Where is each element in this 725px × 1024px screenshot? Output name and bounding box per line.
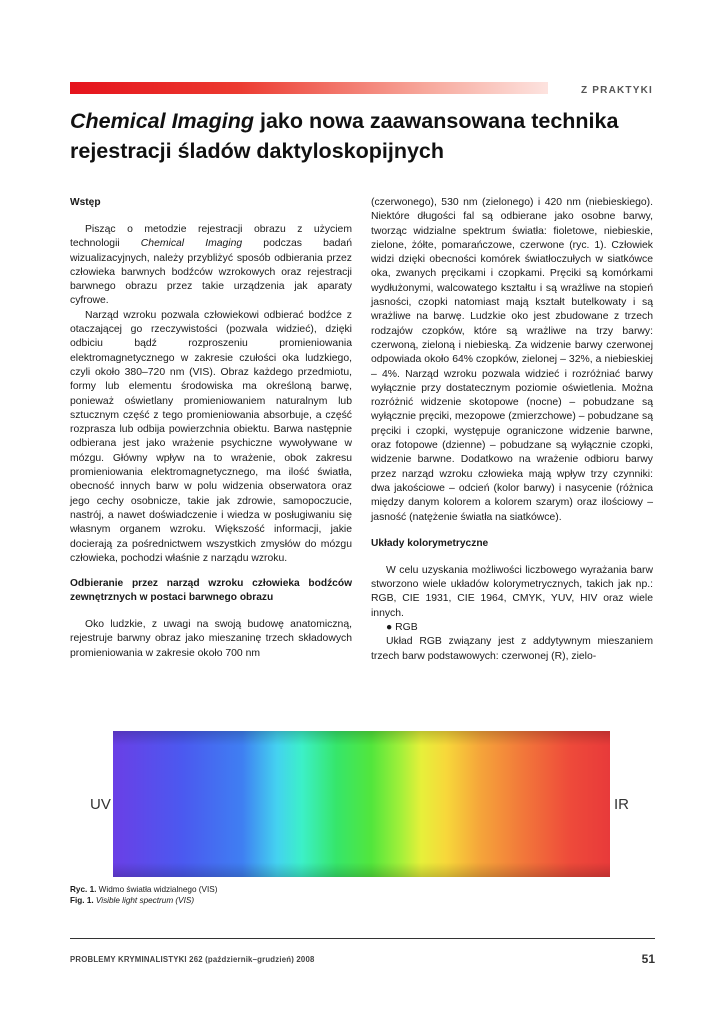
header-accent-bar xyxy=(70,82,548,94)
uv-label: UV xyxy=(90,796,111,813)
paragraph-4-continued: (czerwonego), 530 nm (zielonego) i 420 nm (niebieskiego). Niektóre długości fal są odbierane jako osobne barwy, tworząc widzialne spektrum światła: fioletowe, niebieskie, zielone, żółte, pomarańczowe, czerwone (ryc. 1). Człowiek widzi dzięki obecności komórek światłoczułych w siatkówce oka, zwanych pręcikami i czopkami. Pręciki są komórkami wydłużonymi, walcowatego kształtu i są wrażliwe na stopień jasności, czopki natomiast mają kształt butelkowaty i są wrażliwe na barwę. Ludzkie oko jest zbudowane z trzech rodzajów czopków, które są wrażliwe na trzy barwy: czerwoną, zieloną i niebieską. Za widzenie barwy czerwonej odpowiada około 64% czopków, zielonej – 32%, a niebieskiej – 4%. Narząd wzroku pozwala widzieć i rozróżniać barwy wyłącznie przy dostatecznym poziomie oświetlenia. Można rozróżnić widzenie skotopowe (nocne) – pobudzane są wyłącznie pręciki, mezopowe (zmierzchowe) – pobudzane są pręciki i czopki, występuje ograniczone widzenie barwne, oraz fotopowe (dzienne) – pobudzane są wyłącznie czopki, widzenie barwne. Dodatkowo na wrażenie odbioru barwy przez narząd wzroku człowieka mają wpływ trzy czynniki: dwa jakościowe – odcień (kolor barwy) i nasycenie (różnica między danym kolorem a kolorem szarym) oraz ilościowy – jasność (natężenie światła na siatkówce). xyxy=(371,197,653,523)
article-title-rest: jako nowa zaawansowana technika rejestracji śladów daktyloskopijnych xyxy=(70,109,619,163)
caption-pl-text: Widmo światła widzialnego (VIS) xyxy=(96,885,218,894)
paragraph-6: Układ RGB związany jest z addytywnym mieszaniem trzech barw podstawowych: czerwonej (R), zielo- xyxy=(371,636,653,662)
figure-caption xyxy=(70,884,217,906)
ir-label: IR xyxy=(614,796,629,813)
left-column xyxy=(70,196,352,661)
article-title-italic: Chemical Imaging xyxy=(70,109,254,133)
paragraph-1-part-b: podczas badań wizualizacyjnych, należy przybliżyć sposób odbierania przez człowieka barwnych bodźców wzrokowych oraz rejestracji barwnego obrazu przez takie urządzenia jak aparaty cyfrowe. xyxy=(70,238,352,307)
page-number: 51 xyxy=(641,952,655,966)
caption-en xyxy=(70,895,217,906)
paragraph-1-italic: Chemical Imaging xyxy=(140,238,243,250)
bullet-rgb: ● RGB xyxy=(386,622,418,634)
caption-en-text: Visible light spectrum (VIS) xyxy=(93,896,195,905)
caption-pl-label: Ryc. 1. xyxy=(70,885,97,894)
paragraph-2: Narząd wzroku pozwala człowiekowi odbierać bodźce z otaczającej go rzeczywistości (pozwala widzieć), dzięki odbiciu bądź rozproszeniu promieniowania elektromagnetycznego w zakresie czułości oka ludzkiego, czyli około 380–720 nm (VIS). Obraz każdego przedmiotu, formy lub elementu środowiska ma określoną barwę, ponieważ oświetlany promieniowaniem naturalnym lub sztucznym część z tego promieniowania absorbuje, a część rozprasza lub odbija powierzchnia obiektu. Barwa następnie odbierana jest jako wrażenie psychiczne wywoływane w mózgu. Główny wpływ na to wrażenie, obok zakresu promieniowania elektromagnetycznego, ma ilość światła, obecność innych barw w polu widzenia obserwatora oraz jego cechy osobnicze, takie jak zdrowie, samopoczucie, nastrój, a nawet doświadczenie i wiedza w posługiwaniu się własnym organem wzroku. Większość informacji, jakie docierają za pośrednictwem wszystkich zmysłów do mózgu człowieka, pochodzi właśnie z narządu wzroku. xyxy=(70,309,352,564)
heading-odbieranie: Odbieranie przez narząd wzroku człowieka bodźców zewnętrznych w postaci barwnego obrazu xyxy=(70,578,352,604)
caption-en-label: Fig. 1. xyxy=(70,896,94,905)
paragraph-1-part-a: Pisząc o metodzie rejestracji obrazu z użyciem technologii xyxy=(70,224,352,250)
footer-journal: PROBLEMY KRYMINALISTYKI 262 (październik–grudzień) 2008 xyxy=(70,955,315,964)
right-column xyxy=(371,196,653,664)
paragraph-3: Oko ludzkie, z uwagi na swoją budowę anatomiczną, rejestruje barwny obraz jako mieszaninę trzech składowych promieniowania w zakresie około 700 nm xyxy=(70,619,352,659)
heading-intro: Wstęp xyxy=(70,197,101,208)
visible-spectrum-figure xyxy=(113,731,610,877)
section-tag: Z PRAKTYKI xyxy=(581,85,653,96)
article-title xyxy=(70,106,660,166)
paragraph-1 xyxy=(70,223,352,309)
heading-uklady: Układy kolorymetryczne xyxy=(371,537,489,549)
footer-divider xyxy=(70,938,655,939)
paragraph-5: W celu uzyskania możliwości liczbowego wyrażania barw stworzono wiele układów kolorymetrycznych, takich jak np.: RGB, CIE 1931, CIE 1964, CMYK, YUV, HIV oraz wiele innych. xyxy=(371,564,653,619)
caption-pl xyxy=(70,884,217,895)
